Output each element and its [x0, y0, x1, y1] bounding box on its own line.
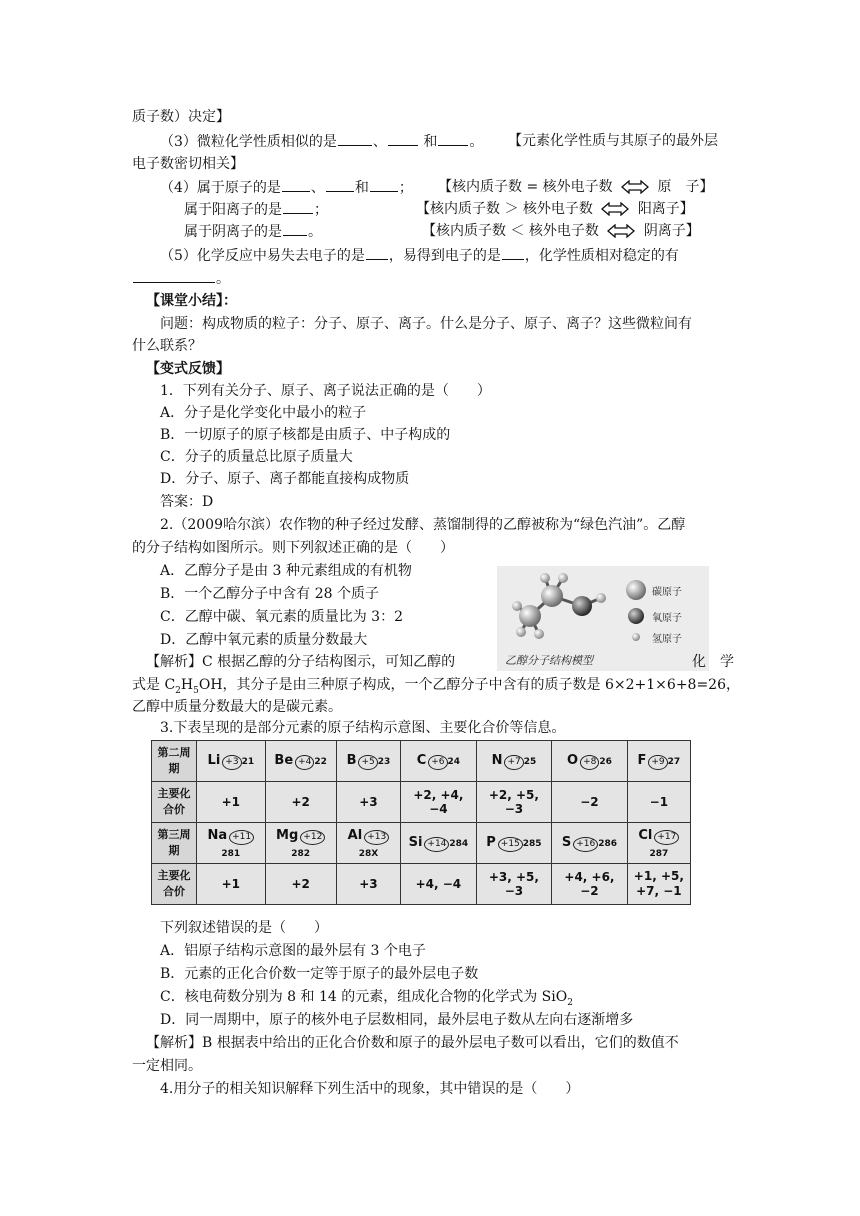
shell-numbers: 23 — [377, 756, 391, 767]
nucleus-icon: +7 — [504, 755, 523, 770]
q3-blank-3[interactable] — [438, 131, 468, 146]
table-cell — [336, 823, 400, 864]
q1-option-a: A．分子是化学变化中最小的粒子 — [160, 405, 367, 421]
shell-numbers: 281 — [221, 848, 241, 859]
ethanol-model-figure — [497, 566, 709, 671]
question-1: 1．下列有关分子、原子、离子说法正确的是（ ） — [160, 383, 491, 399]
q5-line — [160, 245, 679, 266]
valence-cell: +1 — [197, 782, 266, 823]
q3-line — [160, 131, 483, 152]
double-arrow-icon — [607, 224, 635, 238]
q3-and: 和 — [423, 134, 438, 150]
q3-sep: 、 — [372, 134, 387, 150]
double-arrow-icon — [601, 202, 629, 216]
q4-text: （4）属于原子的是 — [160, 180, 281, 196]
shell-numbers: 286 — [598, 838, 618, 849]
table-row — [152, 823, 691, 864]
table-cell — [552, 823, 628, 864]
q2-option-a: A．乙醇分子是由 3 种元素组成的有机物 — [160, 563, 412, 579]
figure-caption: 乙醇分子结构模型 — [505, 654, 593, 667]
shell-numbers: 287 — [649, 848, 669, 859]
formula-part: OH，其分子是由三种原子构成，一个乙醇分子中含有的质子数是 6×2+1×6+8=26， — [198, 677, 740, 693]
atom-rule-text: 【核内质子数 = 核外电子数 — [438, 179, 613, 195]
q2-option-b: B．一个乙醇分子中含有 28 个质子 — [160, 586, 380, 602]
table-cell — [336, 741, 400, 782]
q2-option-d: D．乙醇中氧元素的质量分数最大 — [160, 632, 368, 648]
summary-text: 问题：构成物质的粒子：分子、原子、离子。什么是分子、原子、离子？这些微粒间有 — [160, 316, 692, 332]
row-header-valence: 主要化合价 — [152, 864, 197, 905]
feedback-title: 【变式反馈】 — [146, 361, 230, 377]
formula-sub: 5 — [193, 685, 199, 696]
q1-option-c: C．分子的质量总比原子质量大 — [160, 449, 353, 465]
q5-end: 。 — [216, 271, 230, 287]
q1-answer: 答案：D — [160, 494, 214, 510]
q1-option-b: B．一切原子的原子核都是由质子、中子构成的 — [160, 427, 451, 443]
q3c-text: C．核电荷数分别为 8 和 14 的元素，组成化合物的化学式为 SiO — [160, 989, 568, 1005]
atom-rule-result: 原 子】 — [657, 179, 714, 195]
q4-sep: 、 — [310, 180, 325, 196]
valence-cell: +3, +5, −3 — [476, 864, 552, 905]
question-4: 4.用分子的相关知识解释下列生活中的现象，其中错误的是（ ） — [160, 1081, 580, 1097]
q3-blank-1[interactable] — [338, 131, 372, 146]
q2-option-c: C．乙醇中碳、氧元素的质量比为 3：2 — [160, 609, 403, 625]
shell-numbers: 27 — [667, 756, 681, 767]
element-symbol: Be — [274, 752, 294, 768]
q3-text: （3）微粒化学性质相似的是 — [160, 134, 337, 150]
table-cell — [401, 741, 477, 782]
q3-solution-cont: 一定相同。 — [132, 1058, 202, 1074]
q4-blank-3[interactable] — [370, 177, 398, 192]
formula-sub: 2 — [175, 685, 181, 696]
q1-option-d: D．分子、原子、离子都能直接构成物质 — [160, 471, 410, 487]
valence-cell: +1, +5, +7, −1 — [627, 864, 690, 905]
valence-cell: +2, +4, −4 — [401, 782, 477, 823]
anion-text: 属于阴离子的是 — [184, 224, 282, 240]
q4-end: ； — [398, 180, 413, 196]
element-symbol: Cl — [638, 827, 653, 843]
table-row — [152, 741, 691, 782]
table-cell — [476, 741, 552, 782]
valence-cell: −2 — [552, 782, 628, 823]
q5-text-2: ，易得到电子的是 — [388, 248, 501, 264]
q2-solution-tail: 化 学 — [692, 654, 734, 670]
nucleus-icon: +11 — [229, 830, 254, 845]
q5-blank-1[interactable] — [366, 245, 388, 260]
atom-rule — [438, 177, 714, 197]
q2-solution: 【解析】C 根据乙醇的分子结构图示，可知乙醇的 — [146, 654, 456, 670]
q2-solution-3: 乙醇中质量分数最大的是碳元素。 — [132, 699, 342, 715]
element-symbol: N — [491, 752, 503, 768]
cation-rule — [416, 199, 694, 219]
element-symbol: P — [486, 834, 496, 850]
q4-line — [160, 177, 413, 198]
question-3: 3.下表呈现的是部分元素的原子结构示意图、主要化合价等信息。 — [160, 720, 566, 736]
nucleus-icon: +5 — [358, 755, 377, 770]
row-header-valence: 主要化合价 — [152, 782, 197, 823]
element-symbol: Li — [207, 752, 221, 768]
q4-and: 和 — [354, 180, 369, 196]
q5-text-3: ，化学性质相对稳定的有 — [524, 248, 679, 264]
shell-numbers: 24 — [447, 756, 461, 767]
nucleus-icon: +9 — [648, 755, 667, 770]
q3-option-c — [160, 987, 573, 1013]
formula-sub: 2 — [567, 997, 573, 1008]
table-cell — [627, 741, 690, 782]
element-symbol: C — [416, 752, 427, 768]
q5-cont — [132, 268, 230, 289]
nucleus-icon: +8 — [580, 755, 599, 770]
question-2-cont: 的分子结构如图所示。则下列叙述正确的是（ ） — [132, 540, 454, 556]
table-cell — [265, 741, 336, 782]
row-header-period3: 第三周期 — [152, 823, 197, 864]
q3-option-b: B．元素的正化合价数一定等于原子的最外层电子数 — [160, 966, 479, 982]
q5-text: （5）化学反应中易失去电子的是 — [160, 248, 365, 264]
valence-cell: +4, −4 — [401, 864, 477, 905]
q5-blank-3[interactable] — [133, 268, 215, 283]
cation-line — [184, 199, 328, 220]
element-symbol: S — [561, 834, 572, 850]
cation-rule-text: 【核内质子数 ＞ 核外电子数 — [416, 201, 593, 217]
valence-cell: +2, +5, −3 — [476, 782, 552, 823]
q3-note-cont: 电子数密切相关】 — [132, 156, 244, 172]
element-symbol: F — [637, 752, 647, 768]
nucleus-icon: +6 — [428, 755, 447, 770]
table-cell — [197, 823, 266, 864]
nucleus-icon: +13 — [364, 830, 389, 845]
table-cell — [627, 823, 690, 864]
q3-option-a: A．铝原子结构示意图的最外层有 3 个电子 — [160, 943, 426, 959]
valence-cell: −1 — [627, 782, 690, 823]
q3-end: 。 — [469, 134, 484, 150]
cation-rule-result: 阳离子】 — [637, 201, 694, 217]
valence-cell: +2 — [265, 864, 336, 905]
valence-cell: +3 — [336, 864, 400, 905]
continuation-line: 质子数）决定】 — [132, 109, 230, 125]
element-symbol: Al — [347, 827, 363, 843]
q3-stem: 下列叙述错误的是（ ） — [160, 920, 328, 936]
valence-cell: +2 — [265, 782, 336, 823]
legend-hydrogen: 氢原子 — [652, 634, 682, 645]
legend-oxygen: 氧原子 — [652, 613, 682, 624]
shell-numbers: 26 — [599, 756, 612, 767]
q3-blank-2[interactable] — [388, 131, 418, 146]
anion-rule — [422, 221, 700, 241]
nucleus-icon: +17 — [654, 830, 679, 845]
q4-blank-1[interactable] — [282, 177, 310, 192]
shell-numbers: 21 — [241, 756, 255, 767]
shell-numbers: 285 — [522, 838, 542, 849]
element-symbol: Si — [408, 834, 423, 850]
anion-rule-result: 阴离子】 — [643, 223, 700, 239]
element-symbol: O — [567, 752, 579, 768]
nucleus-icon: +12 — [300, 830, 325, 845]
cation-text: 属于阳离子的是 — [184, 202, 282, 218]
q3-note: 【元素化学性质与其原子的最外层 — [508, 133, 718, 149]
formula-part: 式是 C — [132, 677, 176, 693]
q5-blank-2[interactable] — [502, 245, 524, 260]
nucleus-icon: +14 — [424, 837, 449, 852]
q3-solution: 【解析】B 根据表中给出的正化合价数和原子的最外层电子数可以看出，它们的数值不 — [146, 1035, 679, 1051]
table-cell — [401, 823, 477, 864]
nucleus-icon: +16 — [573, 837, 598, 852]
q3-option-d: D．同一周期中，原子的核外电子层数相同，最外层电子数从左向右逐渐增多 — [160, 1012, 634, 1028]
double-arrow-icon — [621, 180, 649, 194]
row-header-period2: 第二周期 — [152, 741, 197, 782]
valence-cell: +3 — [336, 782, 400, 823]
periodic-info-table — [151, 740, 691, 905]
nucleus-icon: +4 — [295, 755, 314, 770]
valence-cell: +1 — [197, 864, 266, 905]
question-2: 2.（2009哈尔滨）农作物的种子经过发酵、蒸馏制得的乙醇被称为“绿色汽油”。乙醇 — [160, 517, 686, 533]
nucleus-icon: +15 — [498, 837, 523, 852]
table-cell — [552, 741, 628, 782]
cation-blank[interactable] — [283, 199, 313, 214]
anion-end: 。 — [308, 224, 322, 240]
shell-numbers: 282 — [291, 848, 311, 859]
formula-part: H — [180, 677, 194, 693]
summary-title: 【课堂小结】： — [146, 293, 237, 309]
shell-numbers: 284 — [449, 838, 469, 849]
shell-numbers: 25 — [523, 756, 537, 767]
anion-blank[interactable] — [283, 221, 307, 236]
cation-end: ； — [314, 202, 328, 218]
table-cell — [476, 823, 552, 864]
shell-numbers: 22 — [314, 756, 327, 767]
valence-cell: +4, +6, −2 — [552, 864, 628, 905]
table-cell — [197, 741, 266, 782]
element-symbol: Mg — [276, 827, 299, 843]
legend-carbon: 碳原子 — [652, 587, 682, 598]
anion-line — [184, 221, 322, 242]
anion-rule-text: 【核内质子数 ＜ 核外电子数 — [422, 223, 599, 239]
q4-blank-2[interactable] — [326, 177, 354, 192]
shell-numbers: 28X — [358, 848, 379, 859]
table-row — [152, 864, 691, 905]
legend-markers — [624, 566, 648, 656]
summary-text-cont: 什么联系？ — [132, 338, 202, 354]
table-row — [152, 782, 691, 823]
element-symbol: Na — [207, 827, 228, 843]
table-cell — [265, 823, 336, 864]
nucleus-icon: +3 — [222, 755, 241, 770]
element-symbol: B — [346, 752, 357, 768]
